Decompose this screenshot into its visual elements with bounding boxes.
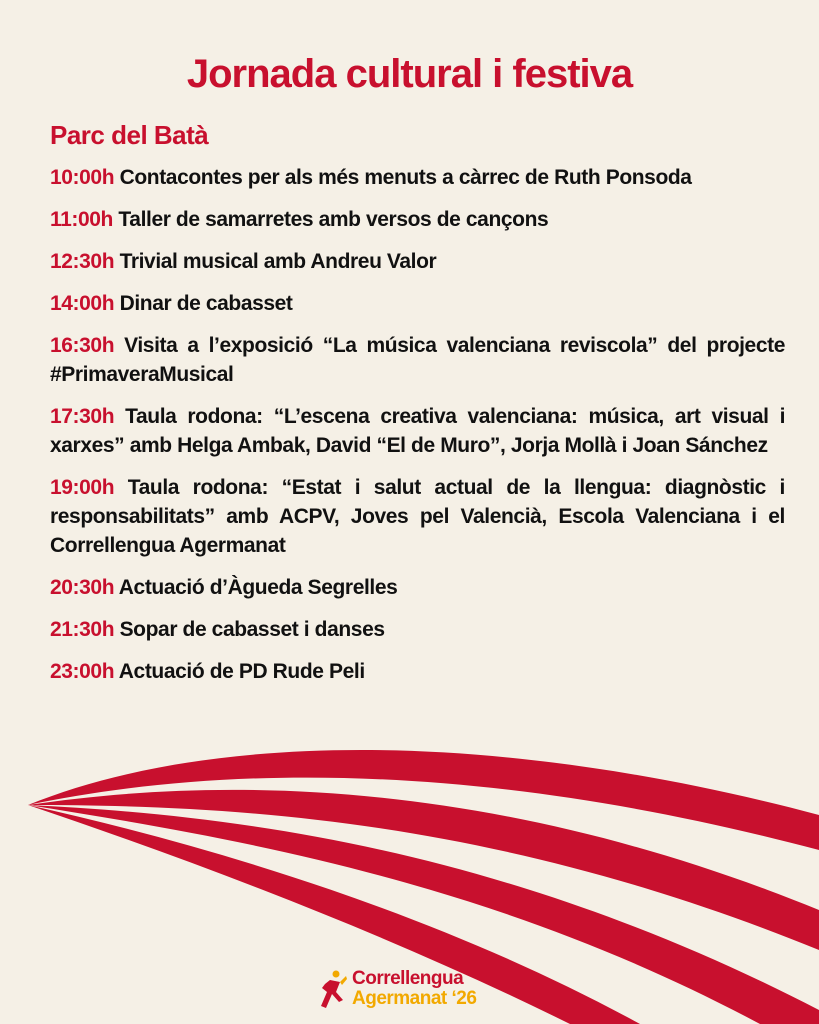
schedule-time: 12:30h [50,250,115,273]
schedule-text: Sopar de cabasset i danses [119,618,385,641]
schedule-item [50,331,785,389]
schedule-time: 23:00h [50,660,115,683]
schedule-text: Contacontes per als més menuts a càrrec de Ruth Ponsoda [119,166,692,189]
venue-heading: Parc del Batà [50,120,209,150]
logo-text-line2: Agermanat ‘26 [352,988,477,1009]
schedule-item [50,402,785,460]
schedule-time: 11:00h [50,208,113,231]
schedule-item [50,205,785,234]
schedule-time: 16:30h [50,334,115,357]
schedule-item [50,473,785,560]
schedule-time: 10:00h [50,166,115,189]
schedule-list [50,163,785,686]
schedule-item [50,289,785,318]
runner-torch-icon [316,970,348,1010]
schedule-item [50,163,785,192]
schedule-time: 20:30h [50,576,115,599]
schedule-text: Actuació de PD Rude Peli [118,660,365,683]
schedule-item [50,573,785,602]
schedule-text: Taller de samarretes amb versos de cançons [118,208,549,231]
schedule-time: 17:30h [50,405,115,428]
schedule-text: Trivial musical amb Andreu Valor [119,250,437,273]
correllengua-logo [316,968,516,1013]
schedule-text: Taula rodona: “L’escena creativa valenciana: música, art visual i xarxes” amb Helga Ambak, David “El de Muro”, Jorja Mollà i Joan Sánchez [50,405,786,457]
schedule-item [50,657,785,686]
schedule-time: 19:00h [50,476,115,499]
schedule-time: 14:00h [50,292,115,315]
schedule-text: Taula rodona: “Estat i salut actual de la llengua: diagnòstic i responsabilitats” amb ACPV, Joves pel Valencià, Escola Valenciana i el Correllengua Agermanat [50,476,785,557]
schedule-time: 21:30h [50,618,115,641]
schedule-text: Actuació d’Àgueda Segrelles [118,576,398,599]
schedule-item [50,247,785,276]
logo-text-line1: Correllengua [352,968,464,989]
schedule-text: Dinar de cabasset [119,292,293,315]
schedule-text: Visita a l’exposició “La música valenciana reviscola” del projecte #PrimaveraMusical [50,334,785,386]
page-title: Jornada cultural i festiva [186,52,633,96]
schedule-item [50,615,785,644]
